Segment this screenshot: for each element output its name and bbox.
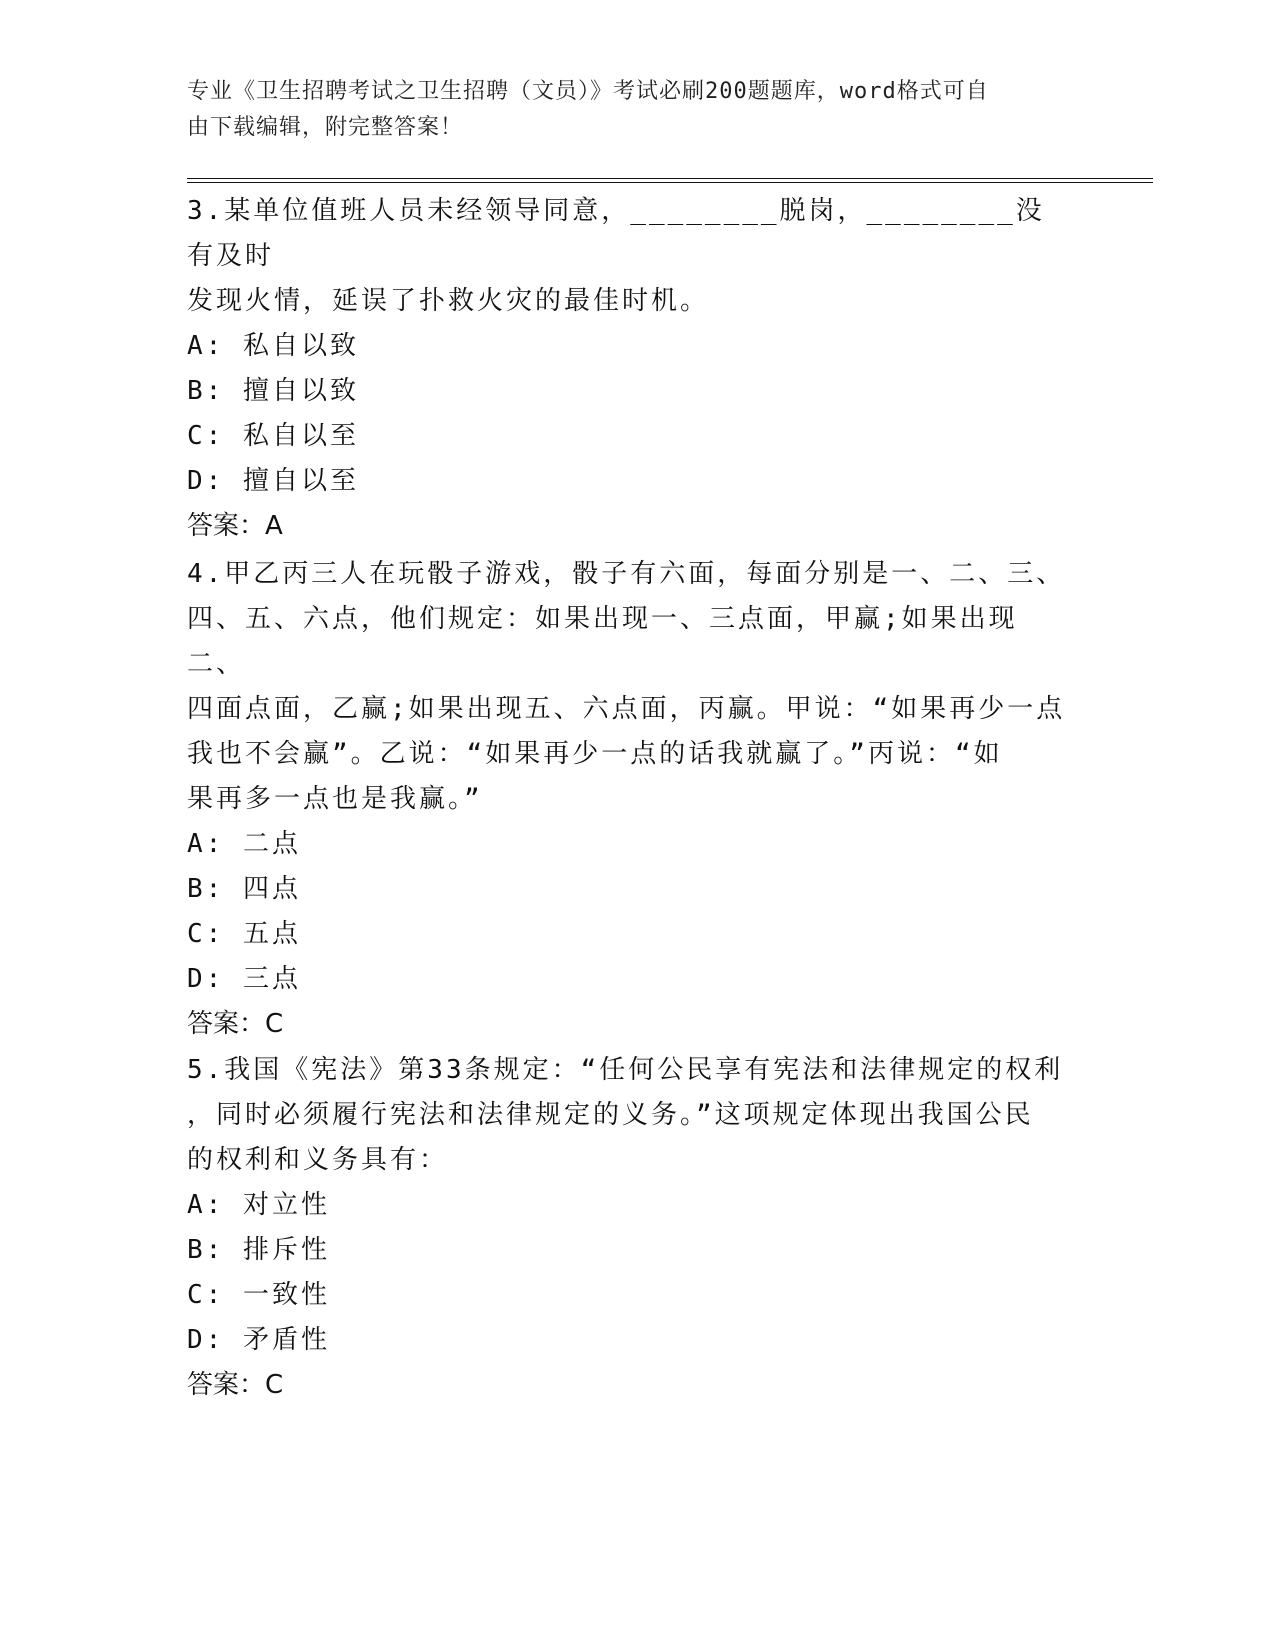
option-c: C: 一致性 <box>187 1280 330 1310</box>
option-a: A: 私自以致 <box>187 331 359 361</box>
question-stem-line: 四、五、六点，他们规定：如果出现一、三点面，甲赢;如果出现二、 <box>187 604 1018 679</box>
question-stem-line: ，同时必须履行宪法和法律规定的义务。”这项规定体现出我国公民 <box>187 1100 1034 1130</box>
option-b: B: 排斥性 <box>187 1235 330 1265</box>
question-5 <box>187 1048 1067 1408</box>
option-d: D: 矛盾性 <box>187 1325 330 1355</box>
option-d: D: 擅自以至 <box>187 466 359 496</box>
option-a: A: 对立性 <box>187 1190 330 1220</box>
option-b: B: 四点 <box>187 874 301 904</box>
question-stem-line: 5.我国《宪法》第33条规定：“任何公民享有宪法和法律规定的权利 <box>187 1055 1064 1085</box>
answer: 答案：A <box>187 511 283 541</box>
option-d: D: 三点 <box>187 964 301 994</box>
option-c: C: 私自以至 <box>187 421 359 451</box>
document-header <box>187 74 1067 146</box>
question-stem-line: 果再多一点也是我赢。” <box>187 784 483 814</box>
header-divider-bottom <box>187 182 1153 183</box>
question-4 <box>187 552 1067 1047</box>
header-line-2: 由下载编辑，附完整答案！ <box>187 115 464 140</box>
option-c: C: 五点 <box>187 919 301 949</box>
header-line-1: 专业《卫生招聘考试之卫生招聘（文员）》考试必刷200题题库，word格式可自 <box>187 79 989 104</box>
option-b: B: 擅自以致 <box>187 376 359 406</box>
question-stem-line: 四面点面，乙赢;如果出现五、六点面，丙赢。甲说：“如果再少一点 <box>187 694 1066 724</box>
answer: 答案：C <box>187 1370 284 1400</box>
option-a: A: 二点 <box>187 829 301 859</box>
question-3 <box>187 189 1067 549</box>
question-stem-line: 3.某单位值班人员未经领导同意，________脱岗，________没有及时 <box>187 196 1045 271</box>
question-stem-line: 4.甲乙丙三人在玩骰子游戏，骰子有六面，每面分别是一、二、三、 <box>187 559 1066 589</box>
question-stem-line: 我也不会赢”。乙说：“如果再少一点的话我就赢了。”丙说：“如 <box>187 739 1003 769</box>
question-stem-line: 发现火情，延误了扑救火灾的最佳时机。 <box>187 286 710 316</box>
answer: 答案：C <box>187 1009 284 1039</box>
question-stem-line: 的权利和义务具有： <box>187 1145 449 1175</box>
header-divider-top <box>187 178 1153 179</box>
